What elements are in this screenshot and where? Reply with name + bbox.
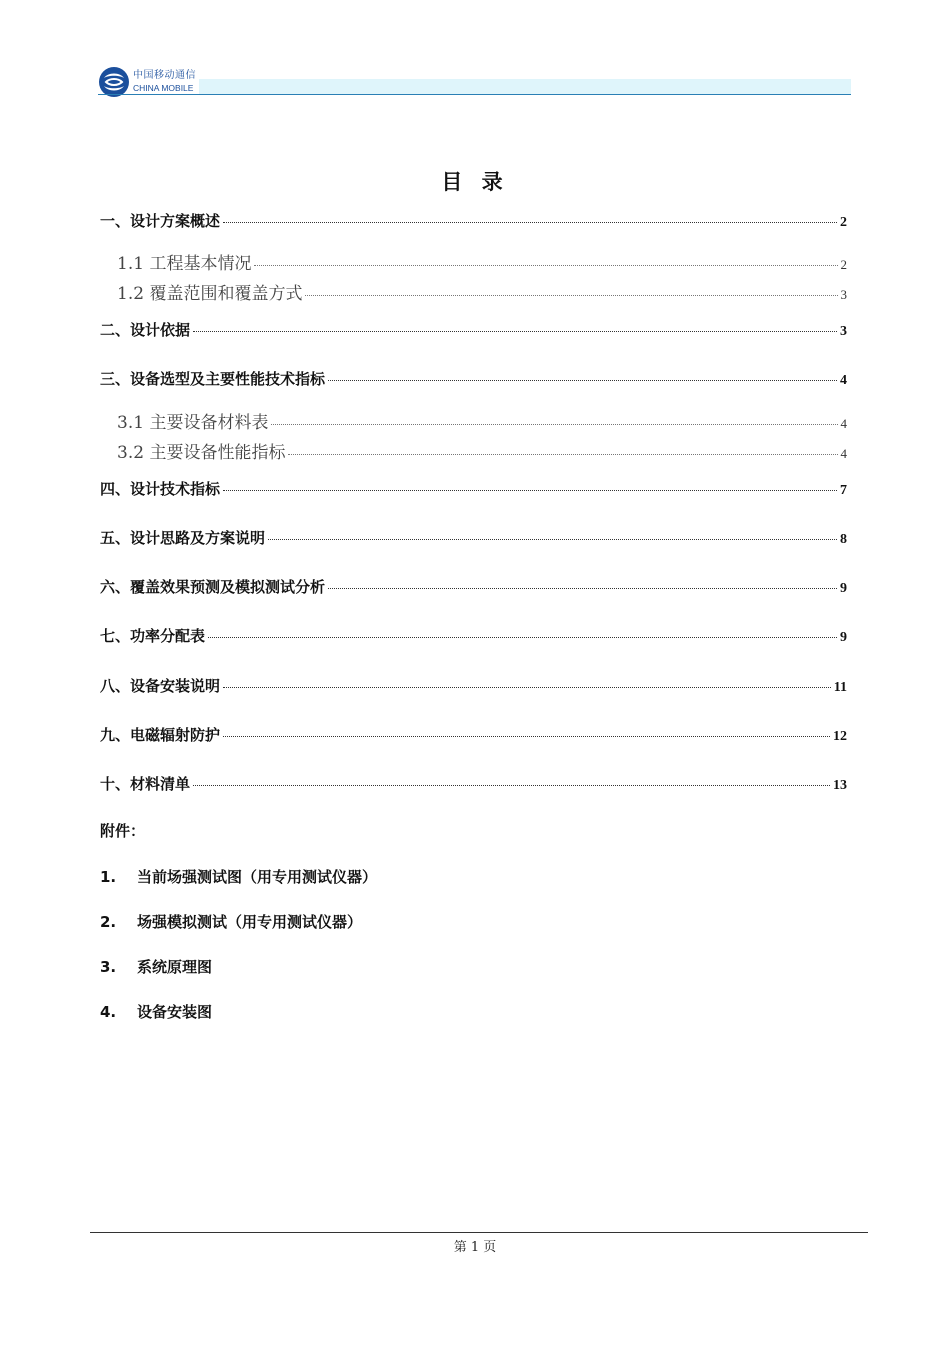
toc-dot-leader [223, 736, 830, 737]
toc-dot-leader [193, 331, 837, 332]
toc-dot-leader [254, 265, 837, 266]
toc-page-number: 4 [840, 416, 847, 431]
toc-entry-title: 3.2 主要设备性能指标 [117, 443, 286, 463]
toc-entry-title: 1.2 覆盖范围和覆盖方式 [117, 284, 303, 304]
toc-entry-title: 七、功率分配表 [100, 627, 206, 645]
attachments-heading: 附件： [100, 822, 146, 840]
toc-page-number: 11 [833, 680, 847, 695]
header-rule [98, 94, 851, 95]
toc-subentry[interactable] [117, 408, 847, 433]
toc-dot-leader [193, 785, 830, 786]
attachment-title: 设备安装图 [137, 1003, 213, 1021]
document-header [98, 66, 851, 98]
toc-page-number: 12 [833, 729, 847, 744]
toc-dot-leader [328, 588, 837, 589]
toc-entry-title: 三、设备选型及主要性能技术指标 [100, 370, 326, 388]
attachment-number: 3. [100, 958, 117, 976]
toc-entry[interactable] [100, 773, 847, 794]
toc-page-number: 9 [840, 581, 847, 596]
toc-entry-title: 3.1 主要设备材料表 [117, 413, 269, 433]
attachment-title: 当前场强测试图（用专用测试仪器） [137, 868, 378, 886]
toc-page-number: 8 [840, 532, 847, 547]
footer-rule [90, 1232, 868, 1233]
page-number: 第 1 页 [453, 1240, 497, 1255]
toc-entry[interactable] [100, 576, 847, 597]
toc-entry-title: 1.1 工程基本情况 [117, 254, 252, 274]
toc-dot-leader [328, 380, 837, 381]
toc-page-number: 2 [840, 215, 847, 230]
toc-entry-title: 八、设备安装说明 [100, 677, 221, 695]
toc-entry[interactable] [100, 368, 847, 389]
toc-entry[interactable] [100, 527, 847, 548]
attachment-item [100, 866, 377, 887]
toc-dot-leader [305, 295, 837, 296]
attachment-item [100, 1001, 212, 1022]
toc-page-number: 4 [840, 373, 847, 388]
toc-page-number: 9 [840, 630, 847, 645]
toc-entry-title: 六、覆盖效果预测及模拟测试分析 [100, 578, 326, 596]
logo-text-cn: 中国移动通信 [133, 70, 196, 81]
toc-entry[interactable] [100, 319, 847, 340]
header-band [199, 79, 851, 94]
toc-dot-leader [208, 637, 837, 638]
toc-entry-title: 四、设计技术指标 [100, 480, 221, 498]
toc-entry-title: 五、设计思路及方案说明 [100, 529, 266, 547]
attachment-item [100, 956, 212, 977]
toc-dot-leader [223, 222, 837, 223]
toc-entry[interactable] [100, 210, 847, 231]
logo-text-en: CHINA MOBILE [133, 83, 194, 93]
toc-entry[interactable] [100, 675, 847, 696]
toc-subentry[interactable] [117, 249, 847, 274]
toc-dot-leader [288, 454, 837, 455]
attachment-title: 系统原理图 [137, 958, 213, 976]
toc-page-number: 2 [840, 257, 847, 272]
toc-page-number: 13 [833, 778, 847, 793]
attachment-number: 2. [100, 913, 117, 931]
toc-entry-title: 十、材料清单 [100, 775, 191, 793]
toc-entry[interactable] [100, 625, 847, 646]
toc-dot-leader [268, 539, 837, 540]
attachment-item [100, 911, 362, 932]
toc-dot-leader [271, 424, 837, 425]
toc-page-number: 7 [840, 483, 847, 498]
toc-entry[interactable] [100, 478, 847, 499]
toc-title: 目 录 [441, 170, 509, 194]
toc-dot-leader [223, 687, 831, 688]
attachment-number: 1. [100, 868, 117, 886]
attachment-number: 4. [100, 1003, 117, 1021]
toc-entry-title: 九、电磁辐射防护 [100, 726, 221, 744]
toc-entry-title: 二、设计依据 [100, 321, 191, 339]
toc-subentry[interactable] [117, 279, 847, 304]
toc-subentry[interactable] [117, 438, 847, 463]
toc-entry-title: 一、设计方案概述 [100, 212, 221, 230]
attachment-title: 场强模拟测试（用专用测试仪器） [137, 913, 363, 931]
toc-dot-leader [223, 490, 837, 491]
toc-page-number: 3 [840, 324, 847, 339]
toc-entry[interactable] [100, 724, 847, 745]
toc-page-number: 3 [840, 287, 847, 302]
toc-page-number: 4 [840, 446, 847, 461]
